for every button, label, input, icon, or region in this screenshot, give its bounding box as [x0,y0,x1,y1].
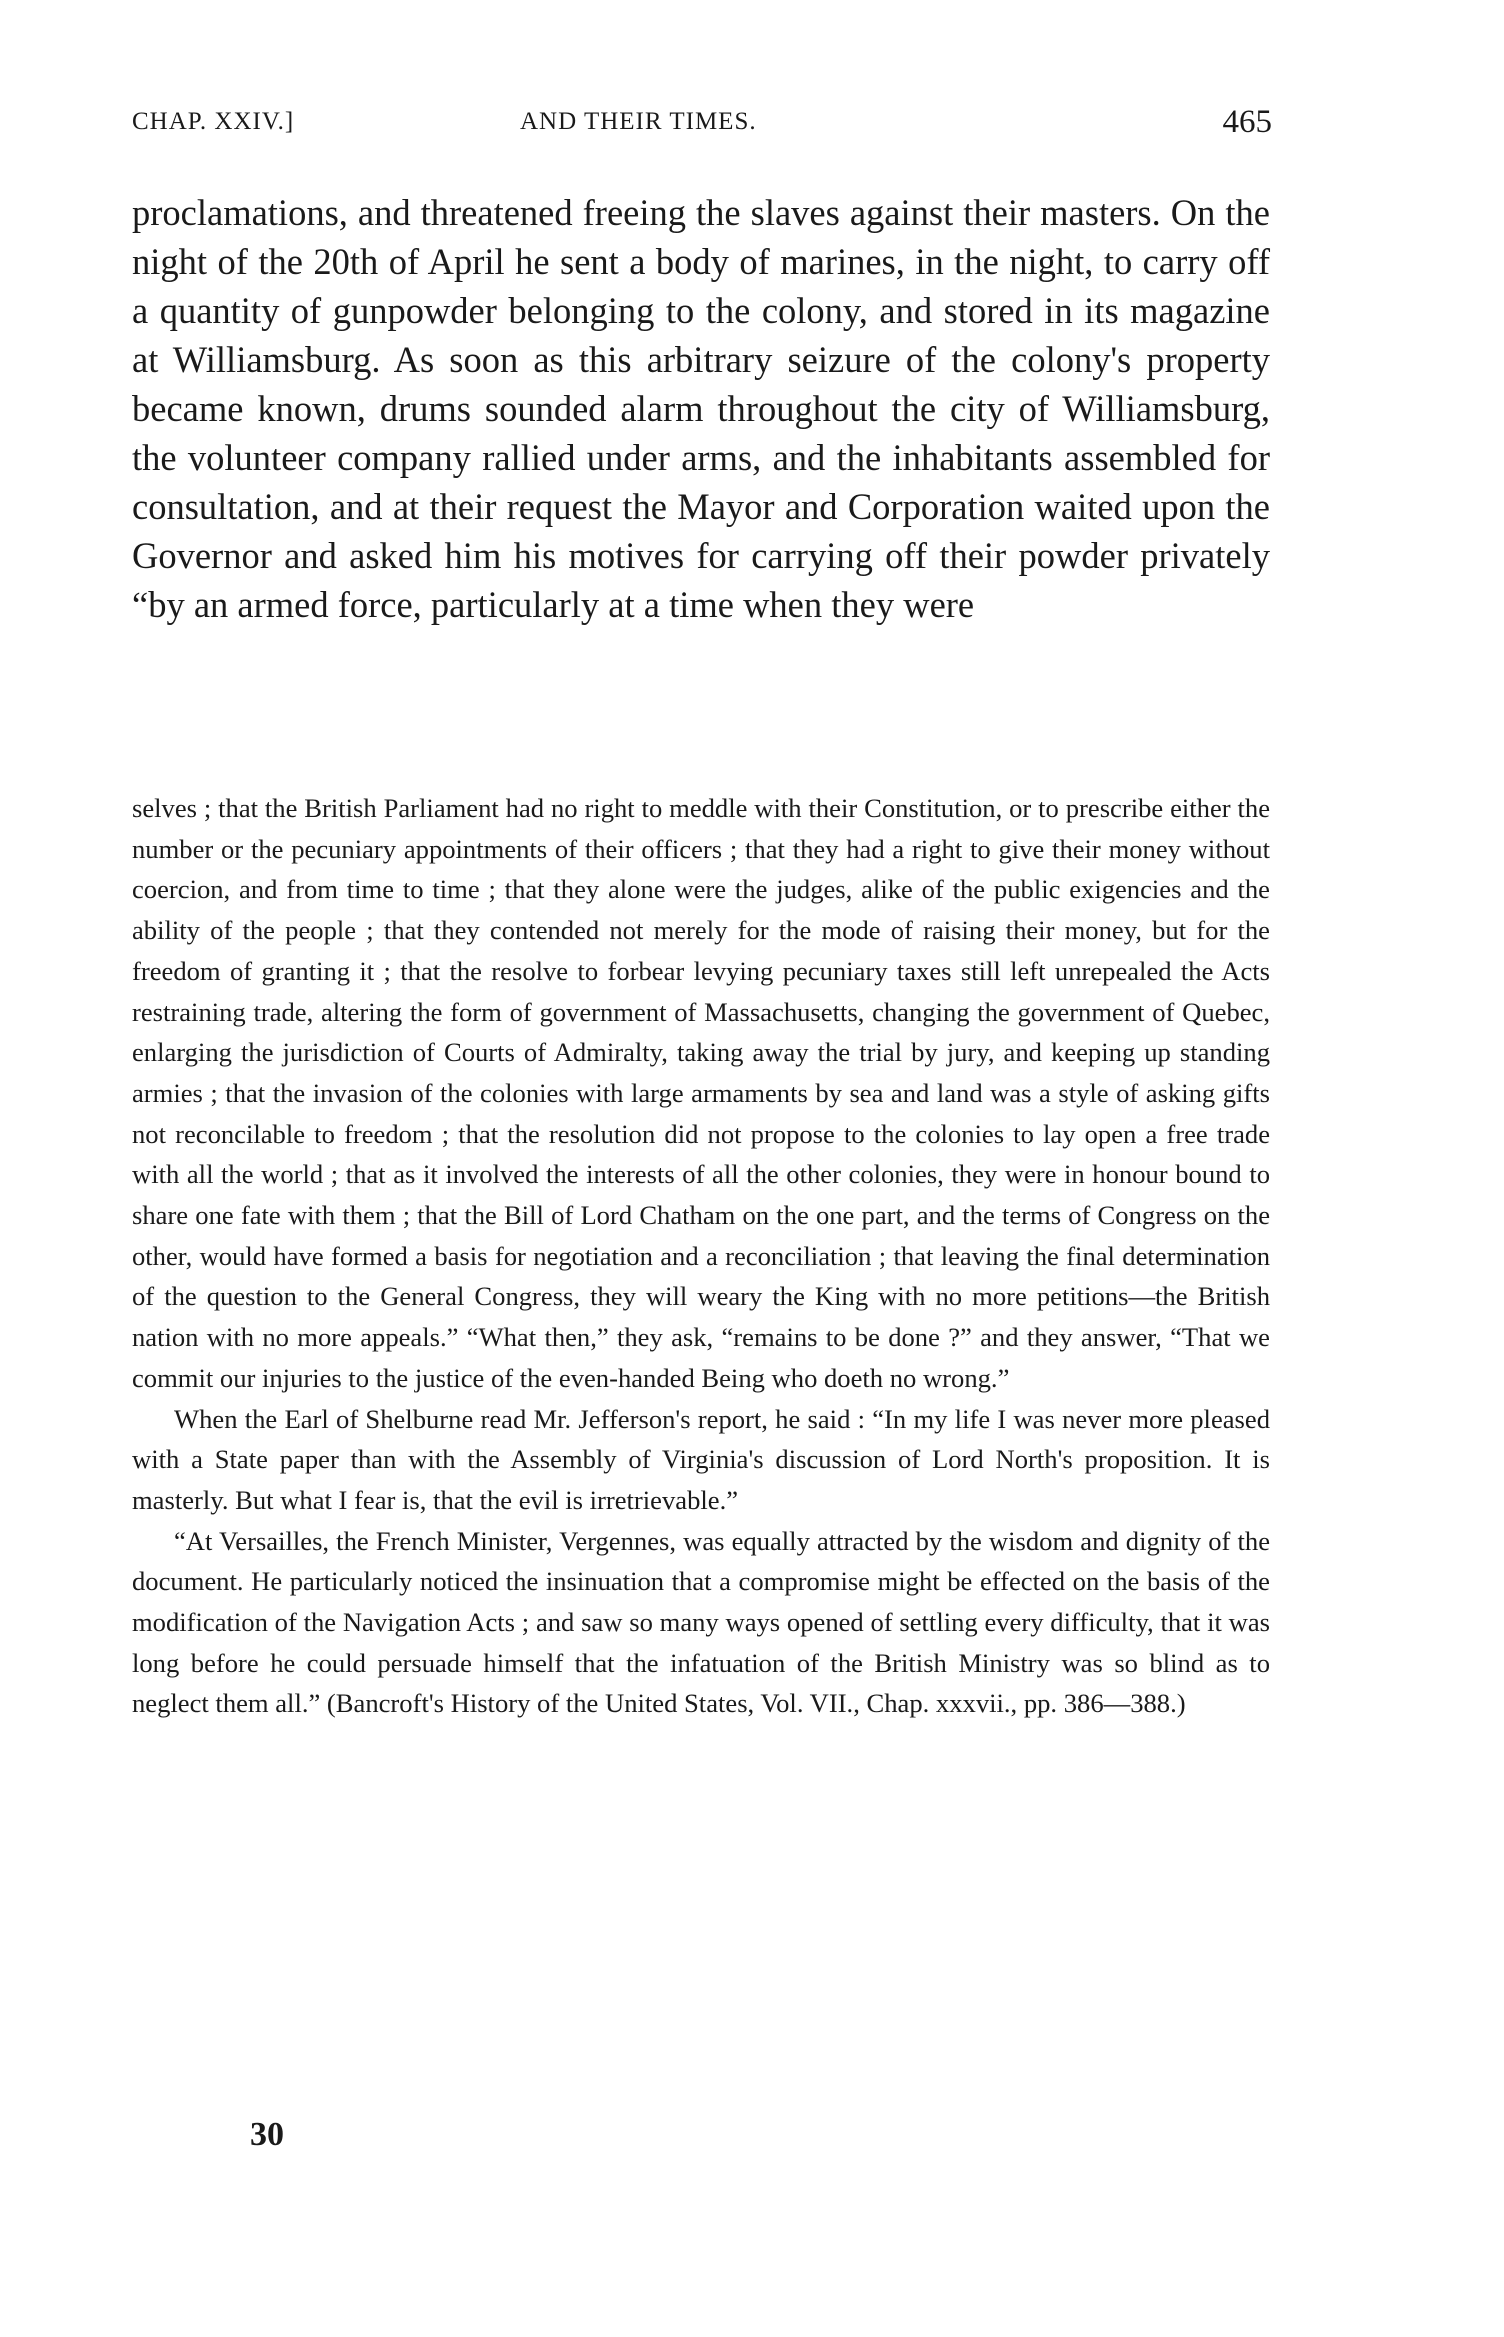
footnote-paragraph-2: When the Earl of Shelburne read Mr. Jefferson's report, he said : “In my life I was never more pleased with a State paper than with the Assembly of Virginia's discussion of Lord North's proposition. It is masterly. But what I fear is, that the evil is irretrievable.” [132,1403,1270,1515]
footnote-paragraph-3: “At Versailles, the French Minister, Vergennes, was equally attracted by the wisdom and dignity of the document. He particularly noticed the insinuation that a compromise might be effected on the basis of the modification of the Navigation Acts ; and saw so many ways opened of settling every difficulty, that it was long before he could persuade himself that the infatuation of the British Ministry was so blind as to neglect them all.” (Bancroft's History of the United States, Vol. VII., Chap. xxxvii., pp. 386—388.) [132,1525,1270,1719]
running-title: AND THEIR TIMES. [520,108,757,135]
signature-mark: 30 [250,2116,284,2153]
footnote-block [132,788,1270,1724]
footnote-paragraph-1: selves ; that the British Parliament had no right to meddle with their Constitution, or to prescribe either the number or the pecuniary appointments of their officers ; that they had a right to give their money without coercion, and from time to time ; that they alone were the judges, alike of the public exigencies and the ability of the people ; that they contended not merely for the mode of raising their money, but for the freedom of granting it ; that the resolve to forbear levying pecuniary taxes still left unrepealed the Acts restraining trade, altering the form of government of Massachusetts, changing the government of Quebec, enlarging the jurisdiction of Courts of Admiralty, taking away the trial by jury, and keeping up standing armies ; that the invasion of the colonies with large armaments by sea and land was a style of asking gifts not reconcilable to freedom ; that the resolution did not propose to the colonies to lay open a free trade with all the world ; that as it involved the interests of all the other colonies, they were in honour bound to share one fate with them ; that the Bill of Lord Chatham on the one part, and the terms of Congress on the other, would have formed a basis for negotiation and a reconciliation ; that leaving the final determination of the question to the General Congress, they will weary the King with no more petitions—the British nation with no more appeals.” “What then,” they ask, “remains to be done ?” and they answer, “That we commit our injuries to the justice of the even-handed Being who doeth no wrong.” [132,793,1270,1393]
page-number: 465 [1222,104,1272,140]
main-paragraph: proclamations, and threatened freeing the slaves against their masters. On the night of the 20th of April he sent a body of marines, in the night, to carry off a quantity of gunpowder belonging to the colony, and stored in its magazine at Williamsburg. As soon as this arbitrary seizure of the colony's property became known, drums sounded alarm throughout the city of Williamsburg, the volunteer company rallied under arms, and the inhabitants assembled for consultation, and at their request the Mayor and Corporation waited upon the Governor and asked him his motives for carrying off their powder privately “by an armed force, particularly at a time when they were [132,192,1270,625]
running-head [132,104,1272,148]
chapter-label: CHAP. XXIV.] [132,108,295,135]
